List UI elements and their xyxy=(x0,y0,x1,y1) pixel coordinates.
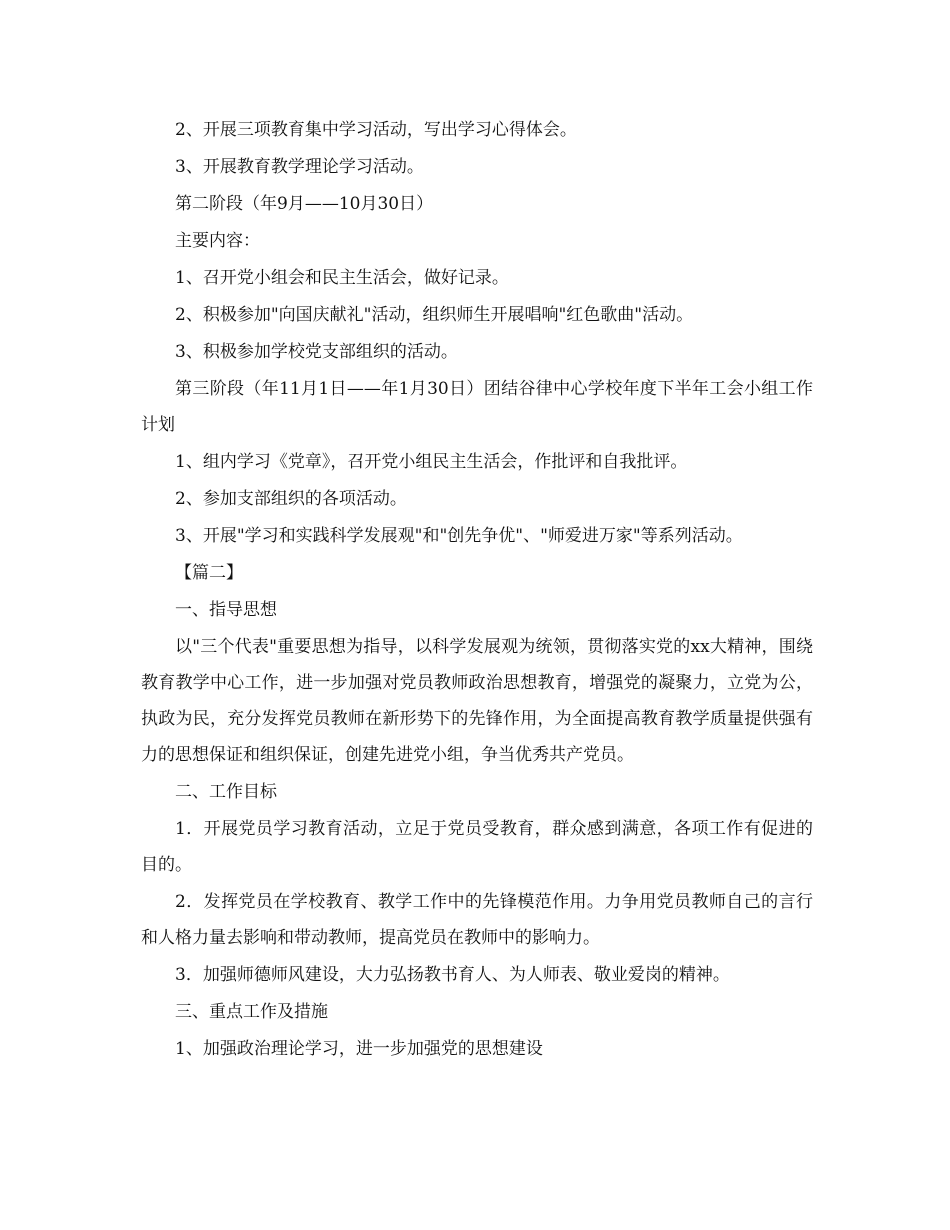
paragraph: 1．开展党员学习教育活动，立足于党员受教育，群众感到满意，各项工作有促进的目的。 xyxy=(141,819,813,875)
paragraph: 3、开展"学习和实践科学发展观"和"创先争优"、"师爱进万家"等系列活动。 xyxy=(175,526,743,546)
paragraph: 3、开展教育教学理论学习活动。 xyxy=(175,157,424,177)
section-heading: 第二阶段（年9月——10月30日） xyxy=(175,194,434,214)
section-heading: 一、指导思想 xyxy=(175,600,277,620)
section-heading: 二、工作目标 xyxy=(175,782,277,802)
paragraph: 2、参加支部组织的各项活动。 xyxy=(175,489,407,509)
paragraph: 3、积极参加学校党支部组织的活动。 xyxy=(175,342,458,362)
paragraph: 2、开展三项教育集中学习活动，写出学习心得体会。 xyxy=(175,120,577,140)
part-heading: 【篇二】 xyxy=(175,563,243,583)
paragraph: 主要内容： xyxy=(175,231,260,251)
paragraph: 以"三个代表"重要思想为指导，以科学发展观为统领，贯彻落实党的xx大精神，围绕教育教学中心工作，进一步加强对党员教师政治思想教育，增强党的凝聚力，立党为公，执政为民，充分发挥党员教师在新形势下的先锋作用，为全面提高教育教学质量提供强有力的思想保证和组织保证，创建先进党小组，争当优秀共产党员。 xyxy=(141,637,813,765)
paragraph: 1、加强政治理论学习，进一步加强党的思想建设 xyxy=(175,1039,543,1059)
document-body xyxy=(141,112,813,1068)
paragraph: 3．加强师德师风建设，大力弘扬教书育人、为人师表、敬业爱岗的精神。 xyxy=(175,965,730,985)
paragraph: 2．发挥党员在学校教育、教学工作中的先锋模范作用。力争用党员教师自己的言行和人格力量去影响和带动教师，提高党员在教师中的影响力。 xyxy=(141,892,813,948)
paragraph: 1、组内学习《党章》，召开党小组民主生活会，作批评和自我批评。 xyxy=(175,452,688,472)
section-heading: 第三阶段（年11月1日——年1月30日）团结谷律中心学校年度下半年工会小组工作计划 xyxy=(141,379,813,435)
section-heading: 三、重点工作及措施 xyxy=(175,1002,328,1022)
paragraph: 2、积极参加"向国庆献礼"活动，组织师生开展唱响"红色歌曲"活动。 xyxy=(175,305,694,325)
paragraph: 1、召开党小组会和民主生活会，做好记录。 xyxy=(175,268,509,288)
